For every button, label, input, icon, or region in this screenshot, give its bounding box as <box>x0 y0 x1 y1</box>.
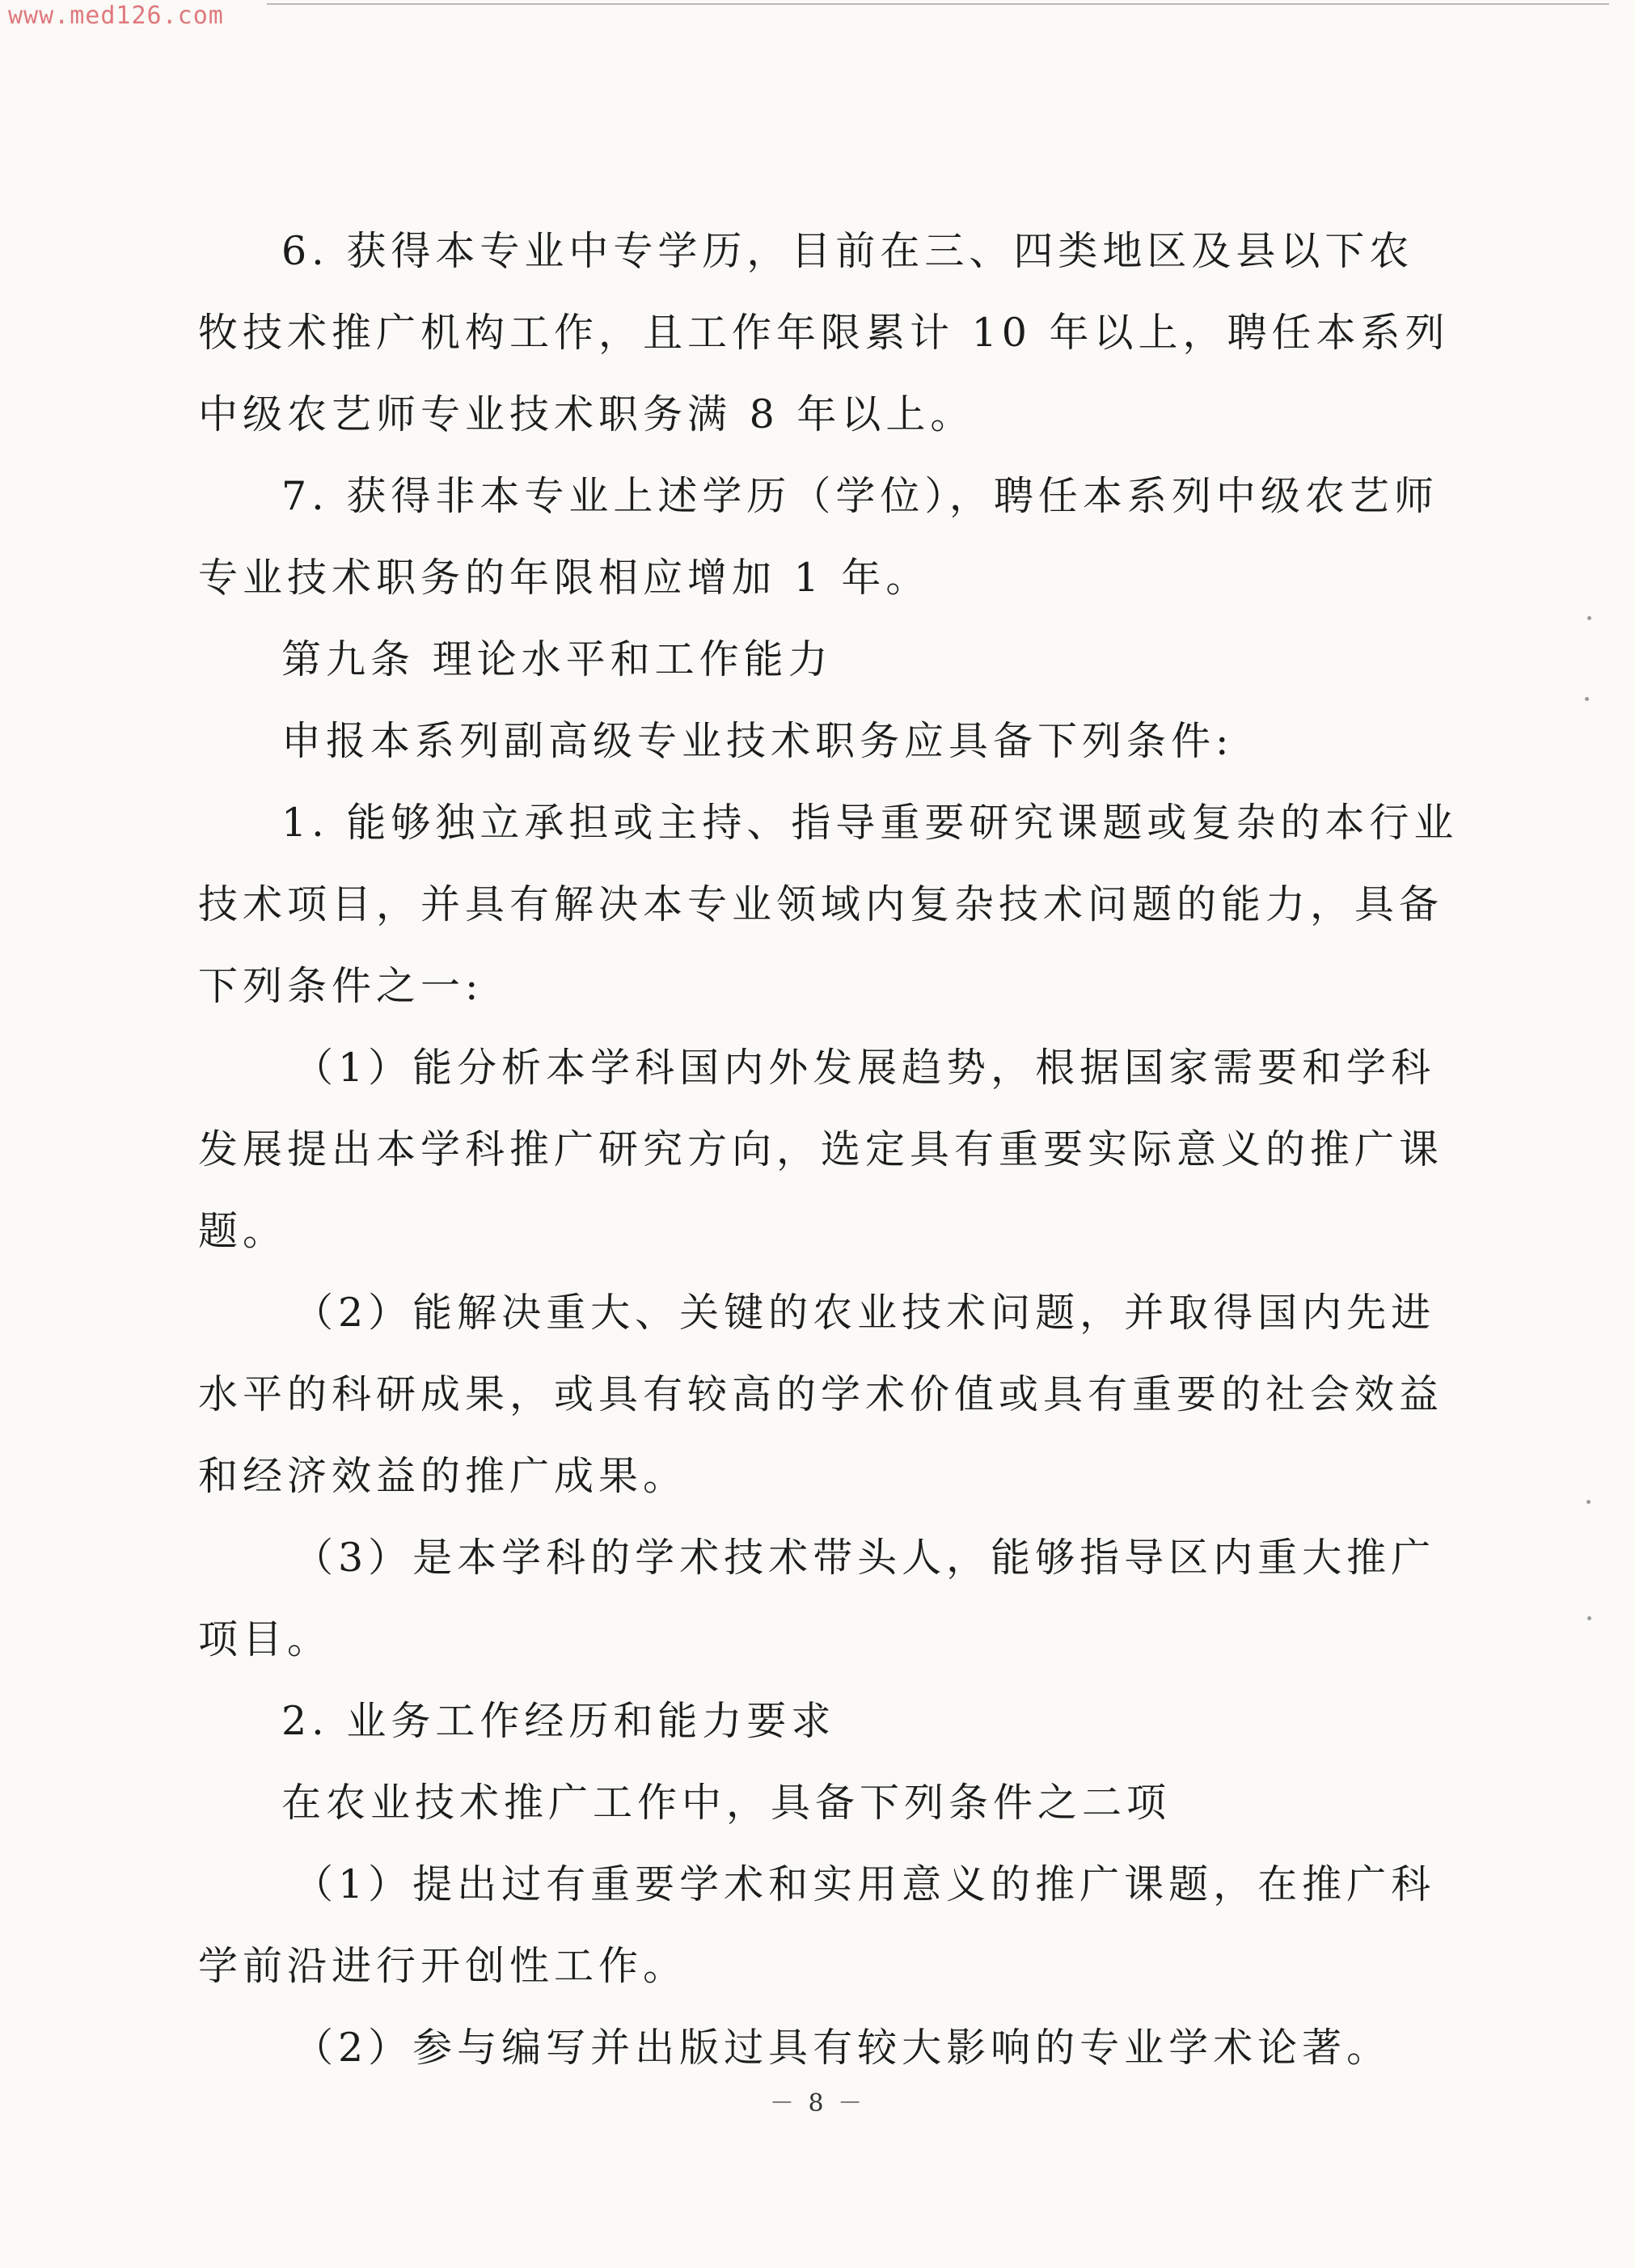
body-line: 项目。 <box>198 1616 332 1662</box>
body-line: 7. 获得非本专业上述学历（学位），聘任本系列中级农艺师 <box>281 473 1439 519</box>
body-line: 和经济效益的推广成果。 <box>198 1453 688 1499</box>
scan-speck <box>1587 616 1591 620</box>
body-line: （1）能分析本学科国内外发展趋势，根据国家需要和学科 <box>294 1045 1436 1091</box>
watermark-url: www.med126.com <box>8 2 224 30</box>
body-line: 题。 <box>198 1208 288 1254</box>
body-line: （3）是本学科的学术技术带头人，能够指导区内重大推广 <box>294 1535 1436 1581</box>
body-line: （1）提出过有重要学术和实用意义的推广课题，在推广科 <box>294 1861 1436 1907</box>
body-line: 2. 业务工作经历和能力要求 <box>281 1698 836 1744</box>
body-line: 在农业技术推广工作中，具备下列条件之二项 <box>281 1780 1172 1826</box>
body-line: 下列条件之一: <box>198 963 484 1009</box>
body-line: 牧技术推广机构工作，且工作年限累计 10 年以上，聘任本系列 <box>198 310 1450 356</box>
body-line: （2）能解决重大、关键的农业技术问题，并取得国内先进 <box>294 1290 1436 1336</box>
page-number: － 8 － <box>769 2089 866 2118</box>
article-heading: 第九条 理论水平和工作能力 <box>281 636 833 682</box>
body-line: 技术项目，并具有解决本专业领域内复杂技术问题的能力，具备 <box>198 881 1444 927</box>
body-line: 申报本系列副高级专业技术职务应具备下列条件: <box>281 718 1234 764</box>
body-line: 6. 获得本专业中专学历，目前在三、四类地区及县以下农 <box>281 228 1414 274</box>
body-line: 水平的科研成果，或具有较高的学术价值或具有重要的社会效益 <box>198 1371 1444 1417</box>
body-line: 学前沿进行开创性工作。 <box>198 1943 688 1989</box>
scan-speck <box>1586 1500 1591 1504</box>
scan-speck <box>1585 697 1589 701</box>
scan-edge-rule <box>267 3 1609 5</box>
body-line: （2）参与编写并出版过具有较大影响的专业学术论著。 <box>294 2025 1392 2071</box>
document-body <box>198 210 1459 2089</box>
body-line: 中级农艺师专业技术职务满 8 年以上。 <box>198 391 975 437</box>
body-line: 专业技术职务的年限相应增加 1 年。 <box>198 555 931 601</box>
scan-speck <box>1587 1616 1591 1620</box>
body-line: 发展提出本学科推广研究方向，选定具有重要实际意义的推广课 <box>198 1126 1444 1172</box>
body-line: 1. 能够独立承担或主持、指导重要研究课题或复杂的本行业 <box>281 800 1459 846</box>
